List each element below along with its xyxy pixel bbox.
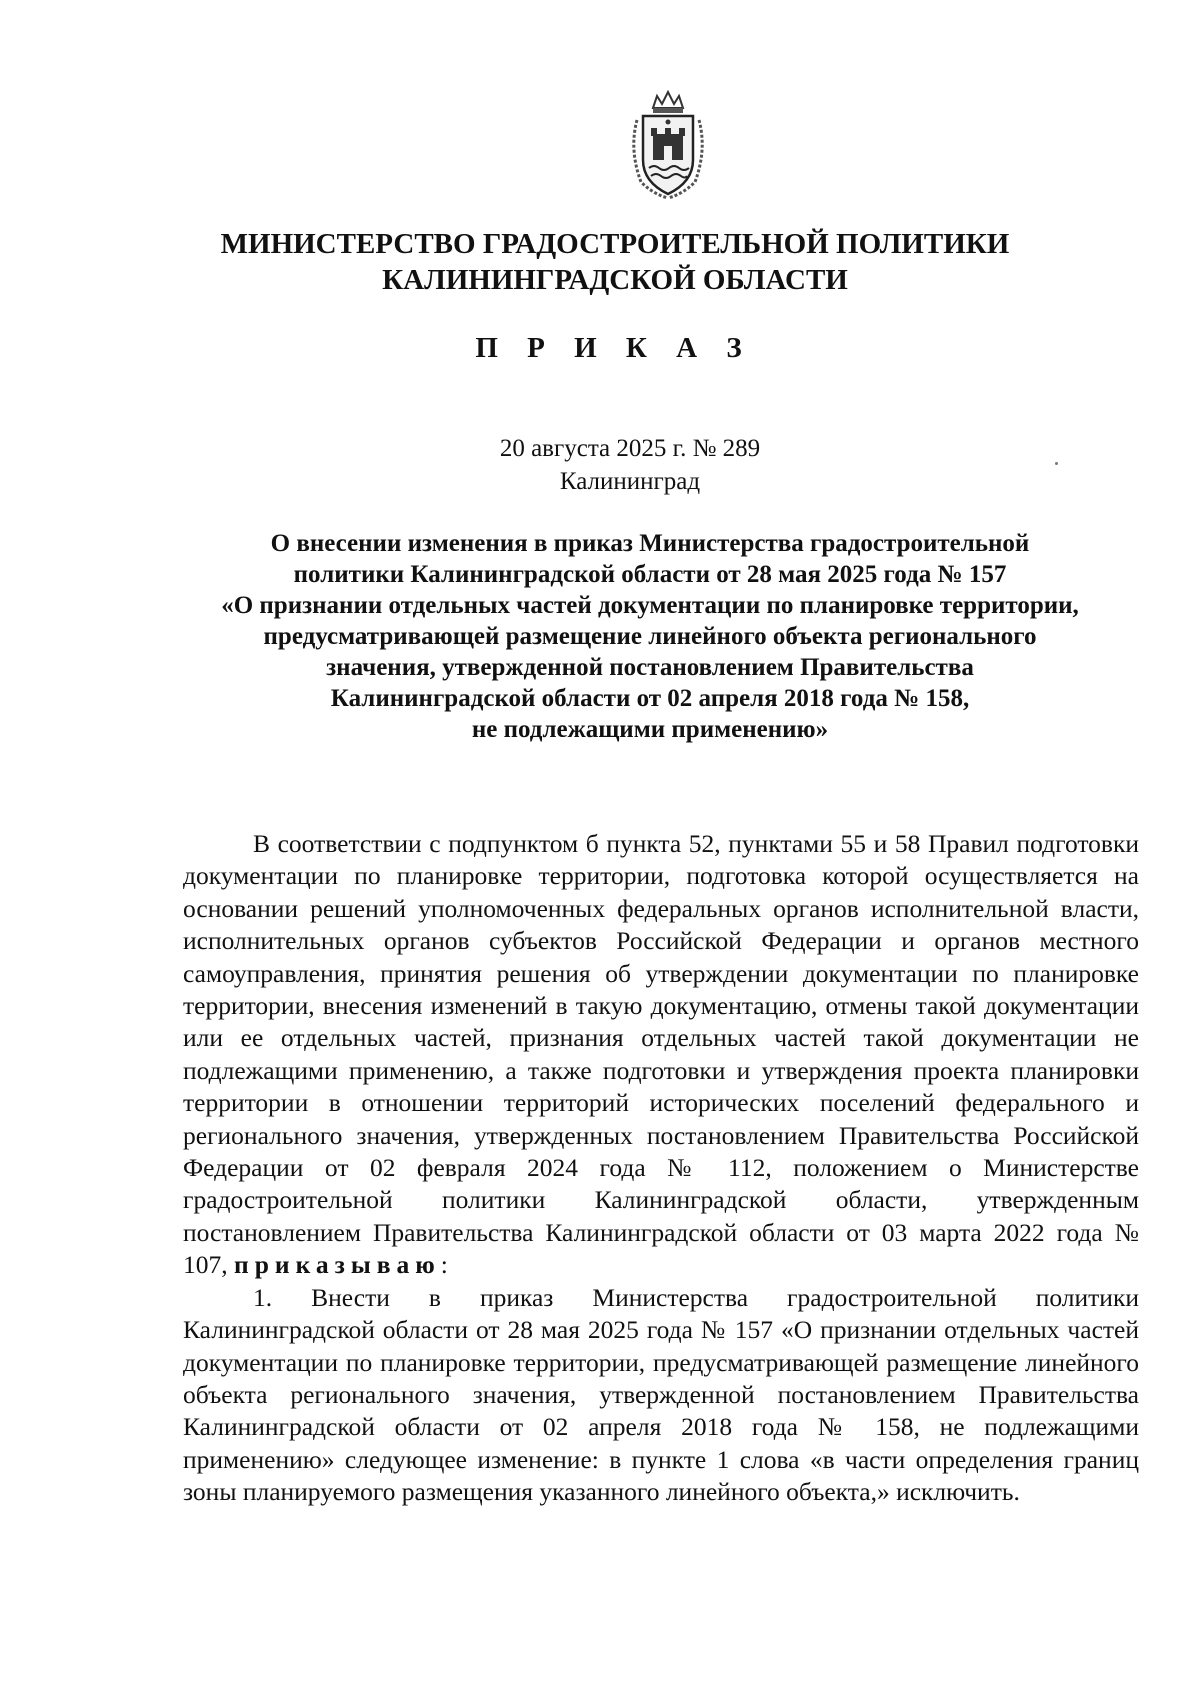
city: Калининград bbox=[559, 468, 701, 495]
date-number: 20 августа 2025 г. № 289 bbox=[499, 435, 761, 462]
kaliningrad-coat-of-arms-icon bbox=[623, 90, 713, 200]
preamble-paragraph bbox=[183, 828, 1139, 1282]
order-subject bbox=[170, 528, 1130, 745]
order-body bbox=[183, 828, 1139, 1509]
ministry-line-1: МИНИСТЕРСТВО ГРАДОСТРОИТЕЛЬНОЙ ПОЛИТИКИ bbox=[220, 228, 1010, 260]
scan-speck bbox=[1055, 462, 1058, 465]
subject-line: политики Калининградской области от 28 мая 2025 года № 157 bbox=[293, 561, 1007, 588]
subject-line: предусматривающей размещение линейного объекта регионального bbox=[263, 623, 1037, 650]
preamble-text: В соответствии с подпунктом б пункта 52, пунктами 55 и 58 Правил подготовки документации по планировке территории, подготовка которой осуществляется на основании решений уполномоченных федеральных органов исполнительной власти, исполнительных органов субъектов Российской Федерации и органов местного самоуправления, принятия решения об утверждении документации по планировке территории, внесения изменений в такую документацию, отмены такой документации или ее отдельных частей, признания отдельных частей такой документации не подлежащими применению, а также подготовки и утверждения проекта планировки территории в отношении территорий исторических поселений федерального и регионального значения, утвержденных постановлением Правительства Российской Федерации от 02 февраля 2024 года № 112, положением о Министерстве градостроительной политики Калининградской области, утвержденным постановлением Правительства Калининградской области от 03 марта 2022 года № 107, bbox=[183, 829, 1139, 1280]
subject-line: О внесении изменения в приказ Министерства градостроительной bbox=[270, 530, 1030, 557]
subject-line: «О признании отдельных частей документации по планировке территории, bbox=[221, 592, 1079, 619]
ministry-line-2: КАЛИНИНГРАДСКОЙ ОБЛАСТИ bbox=[382, 264, 848, 296]
item-1-paragraph: 1. Внести в приказ Министерства градостроительной политики Калининградской области от 28 мая 2025 года № 157 «О признании отдельных частей документации по планировке территории, предусматривающей размещение линейного объекта регионального значения, утвержденной постановлением Правительства Калининградской области от 02 апреля 2018 года № 158, не подлежащими применению» следующее изменение: в пункте 1 слова «в части определения границ зоны планируемого размещения указанного линейного объекта,» исключить. bbox=[183, 1282, 1139, 1507]
subject-line: Калининградской области от 02 апреля 2018 года № 158, bbox=[330, 685, 970, 712]
ministry-name bbox=[0, 226, 1200, 298]
subject-line: значения, утвержденной постановлением Правительства bbox=[326, 654, 974, 681]
date-and-place bbox=[0, 432, 1200, 498]
subject-line: не подлежащими применению» bbox=[471, 716, 829, 743]
order-word: приказываю bbox=[234, 1250, 441, 1280]
order-colon: : bbox=[440, 1250, 448, 1280]
document-type-title: П Р И К А З bbox=[475, 332, 753, 364]
